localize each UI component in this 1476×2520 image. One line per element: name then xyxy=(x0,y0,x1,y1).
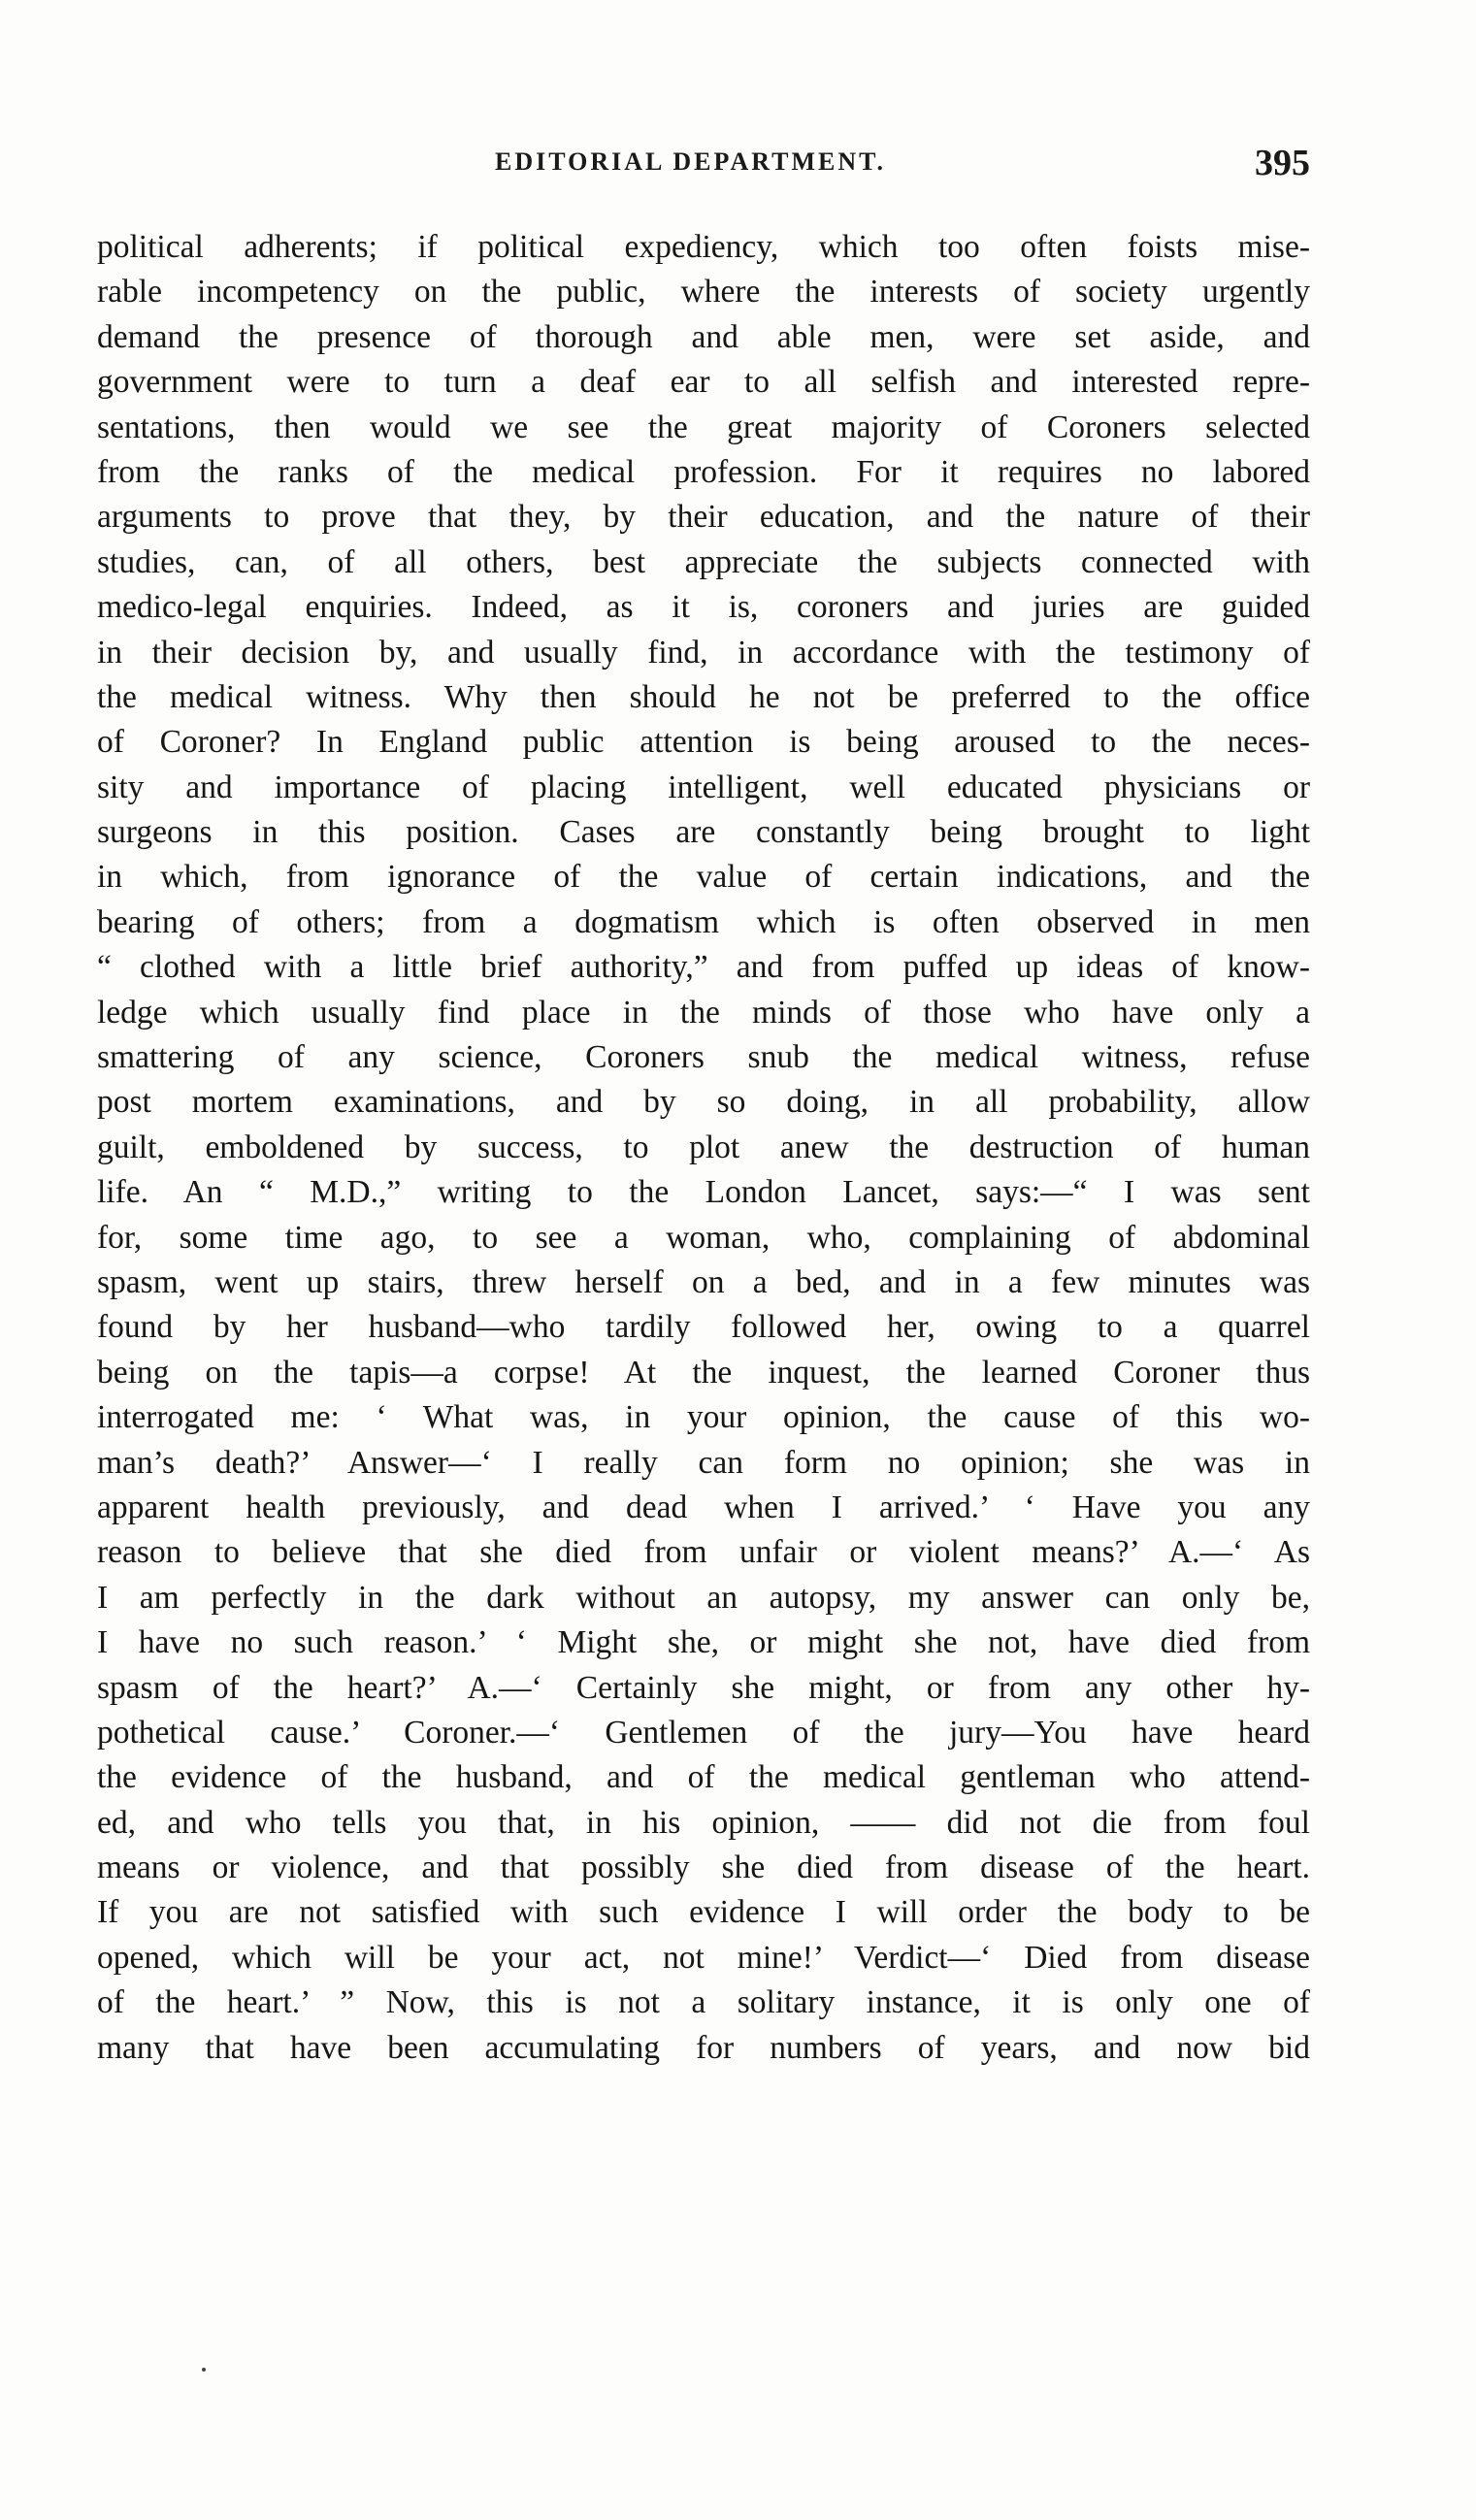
text-line: man’s death?’ Answer—‘ I really can form no opinion; she was in xyxy=(97,1444,1310,1481)
text-line: in which, from ignorance of the value of certain indications, and the xyxy=(97,859,1310,896)
text-line: pothetical cause.’ Coroner.—‘ Gentlemen of the jury—You have heard xyxy=(97,1714,1310,1751)
text-line: guilt, emboldened by success, to plot anew the destruction of human xyxy=(97,1129,1310,1165)
text-line: of the heart.’ ” Now, this is not a solitary instance, it is only one of xyxy=(97,1984,1310,2021)
text-line: from the ranks of the medical profession. For it requires no labored xyxy=(97,453,1310,490)
text-line: bearing of others; from a dogmatism which is often observed in men xyxy=(97,903,1310,940)
text-line: the medical witness. Why then should he not be preferred to the office xyxy=(97,678,1310,715)
text-line: “ clothed with a little brief authority,” and from puffed up ideas of know- xyxy=(97,949,1310,986)
text-line: for, some time ago, to see a woman, who, complaining of abdominal xyxy=(97,1219,1310,1256)
text-line: government were to turn a deaf ear to all selfish and interested repre- xyxy=(97,364,1310,401)
text-line: arguments to prove that they, by their education, and the nature of their xyxy=(97,499,1310,536)
text-line: I am perfectly in the dark without an autopsy, my answer can only be, xyxy=(97,1579,1310,1616)
text-line: post mortem examinations, and by so doing, in all probability, allow xyxy=(97,1084,1310,1121)
text-line: political adherents; if political expediency, which too often foists mise- xyxy=(97,229,1310,265)
text-line: studies, can, of all others, best appreciate the subjects connected with xyxy=(97,543,1310,580)
text-line: found by her husband—who tardily followed her, owing to a quarrel xyxy=(97,1309,1310,1346)
text-line: If you are not satisfied with such evidence I will order the body to be xyxy=(97,1894,1310,1931)
running-head-title: EDITORIAL DEPARTMENT. xyxy=(495,147,887,176)
text-line: interrogated me: ‘ What was, in your opinion, the cause of this wo- xyxy=(97,1399,1310,1436)
text-line: ledge which usually find place in the minds of those who have only a xyxy=(97,994,1310,1031)
stray-ink-mark xyxy=(202,2368,206,2372)
text-line: of Coroner? In England public attention is being aroused to the neces- xyxy=(97,724,1310,761)
text-line: spasm, went up stairs, threw herself on a bed, and in a few minutes was xyxy=(97,1263,1310,1300)
text-line: being on the tapis—a corpse! At the inquest, the learned Coroner thus xyxy=(97,1354,1310,1391)
text-line: sentations, then would we see the great majority of Coroners selected xyxy=(97,409,1310,445)
page-number: 395 xyxy=(1255,143,1310,183)
text-line: sity and importance of placing intelligent, well educated physicians or xyxy=(97,769,1310,805)
text-line: surgeons in this position. Cases are constantly being brought to light xyxy=(97,814,1310,851)
text-line: rable incompetency on the public, where the interests of society urgently xyxy=(97,274,1310,311)
text-line: medico-legal enquiries. Indeed, as it is, coroners and juries are guided xyxy=(97,589,1310,626)
text-line: demand the presence of thorough and able men, were set aside, and xyxy=(97,318,1310,355)
text-line: life. An “ M.D.,” writing to the London Lancet, says:—“ I was sent xyxy=(97,1174,1310,1211)
text-line: apparent health previously, and dead when I arrived.’ ‘ Have you any xyxy=(97,1489,1310,1525)
running-head xyxy=(97,143,1310,196)
text-line: in their decision by, and usually find, in accordance with the testimony of xyxy=(97,634,1310,671)
text-line: reason to believe that she died from unfair or violent means?’ A.—‘ As xyxy=(97,1534,1310,1571)
text-line: I have no such reason.’ ‘ Might she, or might she not, have died from xyxy=(97,1624,1310,1661)
text-line: smattering of any science, Coroners snub the medical witness, refuse xyxy=(97,1039,1310,1076)
text-line: spasm of the heart?’ A.—‘ Certainly she might, or from any other hy- xyxy=(97,1669,1310,1706)
text-line: ed, and who tells you that, in his opinion, —— did not die from foul xyxy=(97,1804,1310,1841)
text-line: many that have been accumulating for numbers of years, and now bid xyxy=(97,2029,1310,2066)
text-line: the evidence of the husband, and of the medical gentleman who attend- xyxy=(97,1759,1310,1796)
text-line: opened, which will be your act, not mine!’ Verdict—‘ Died from disease xyxy=(97,1939,1310,1976)
body-text xyxy=(97,225,1310,2071)
text-line: means or violence, and that possibly she died from disease of the heart. xyxy=(97,1849,1310,1886)
